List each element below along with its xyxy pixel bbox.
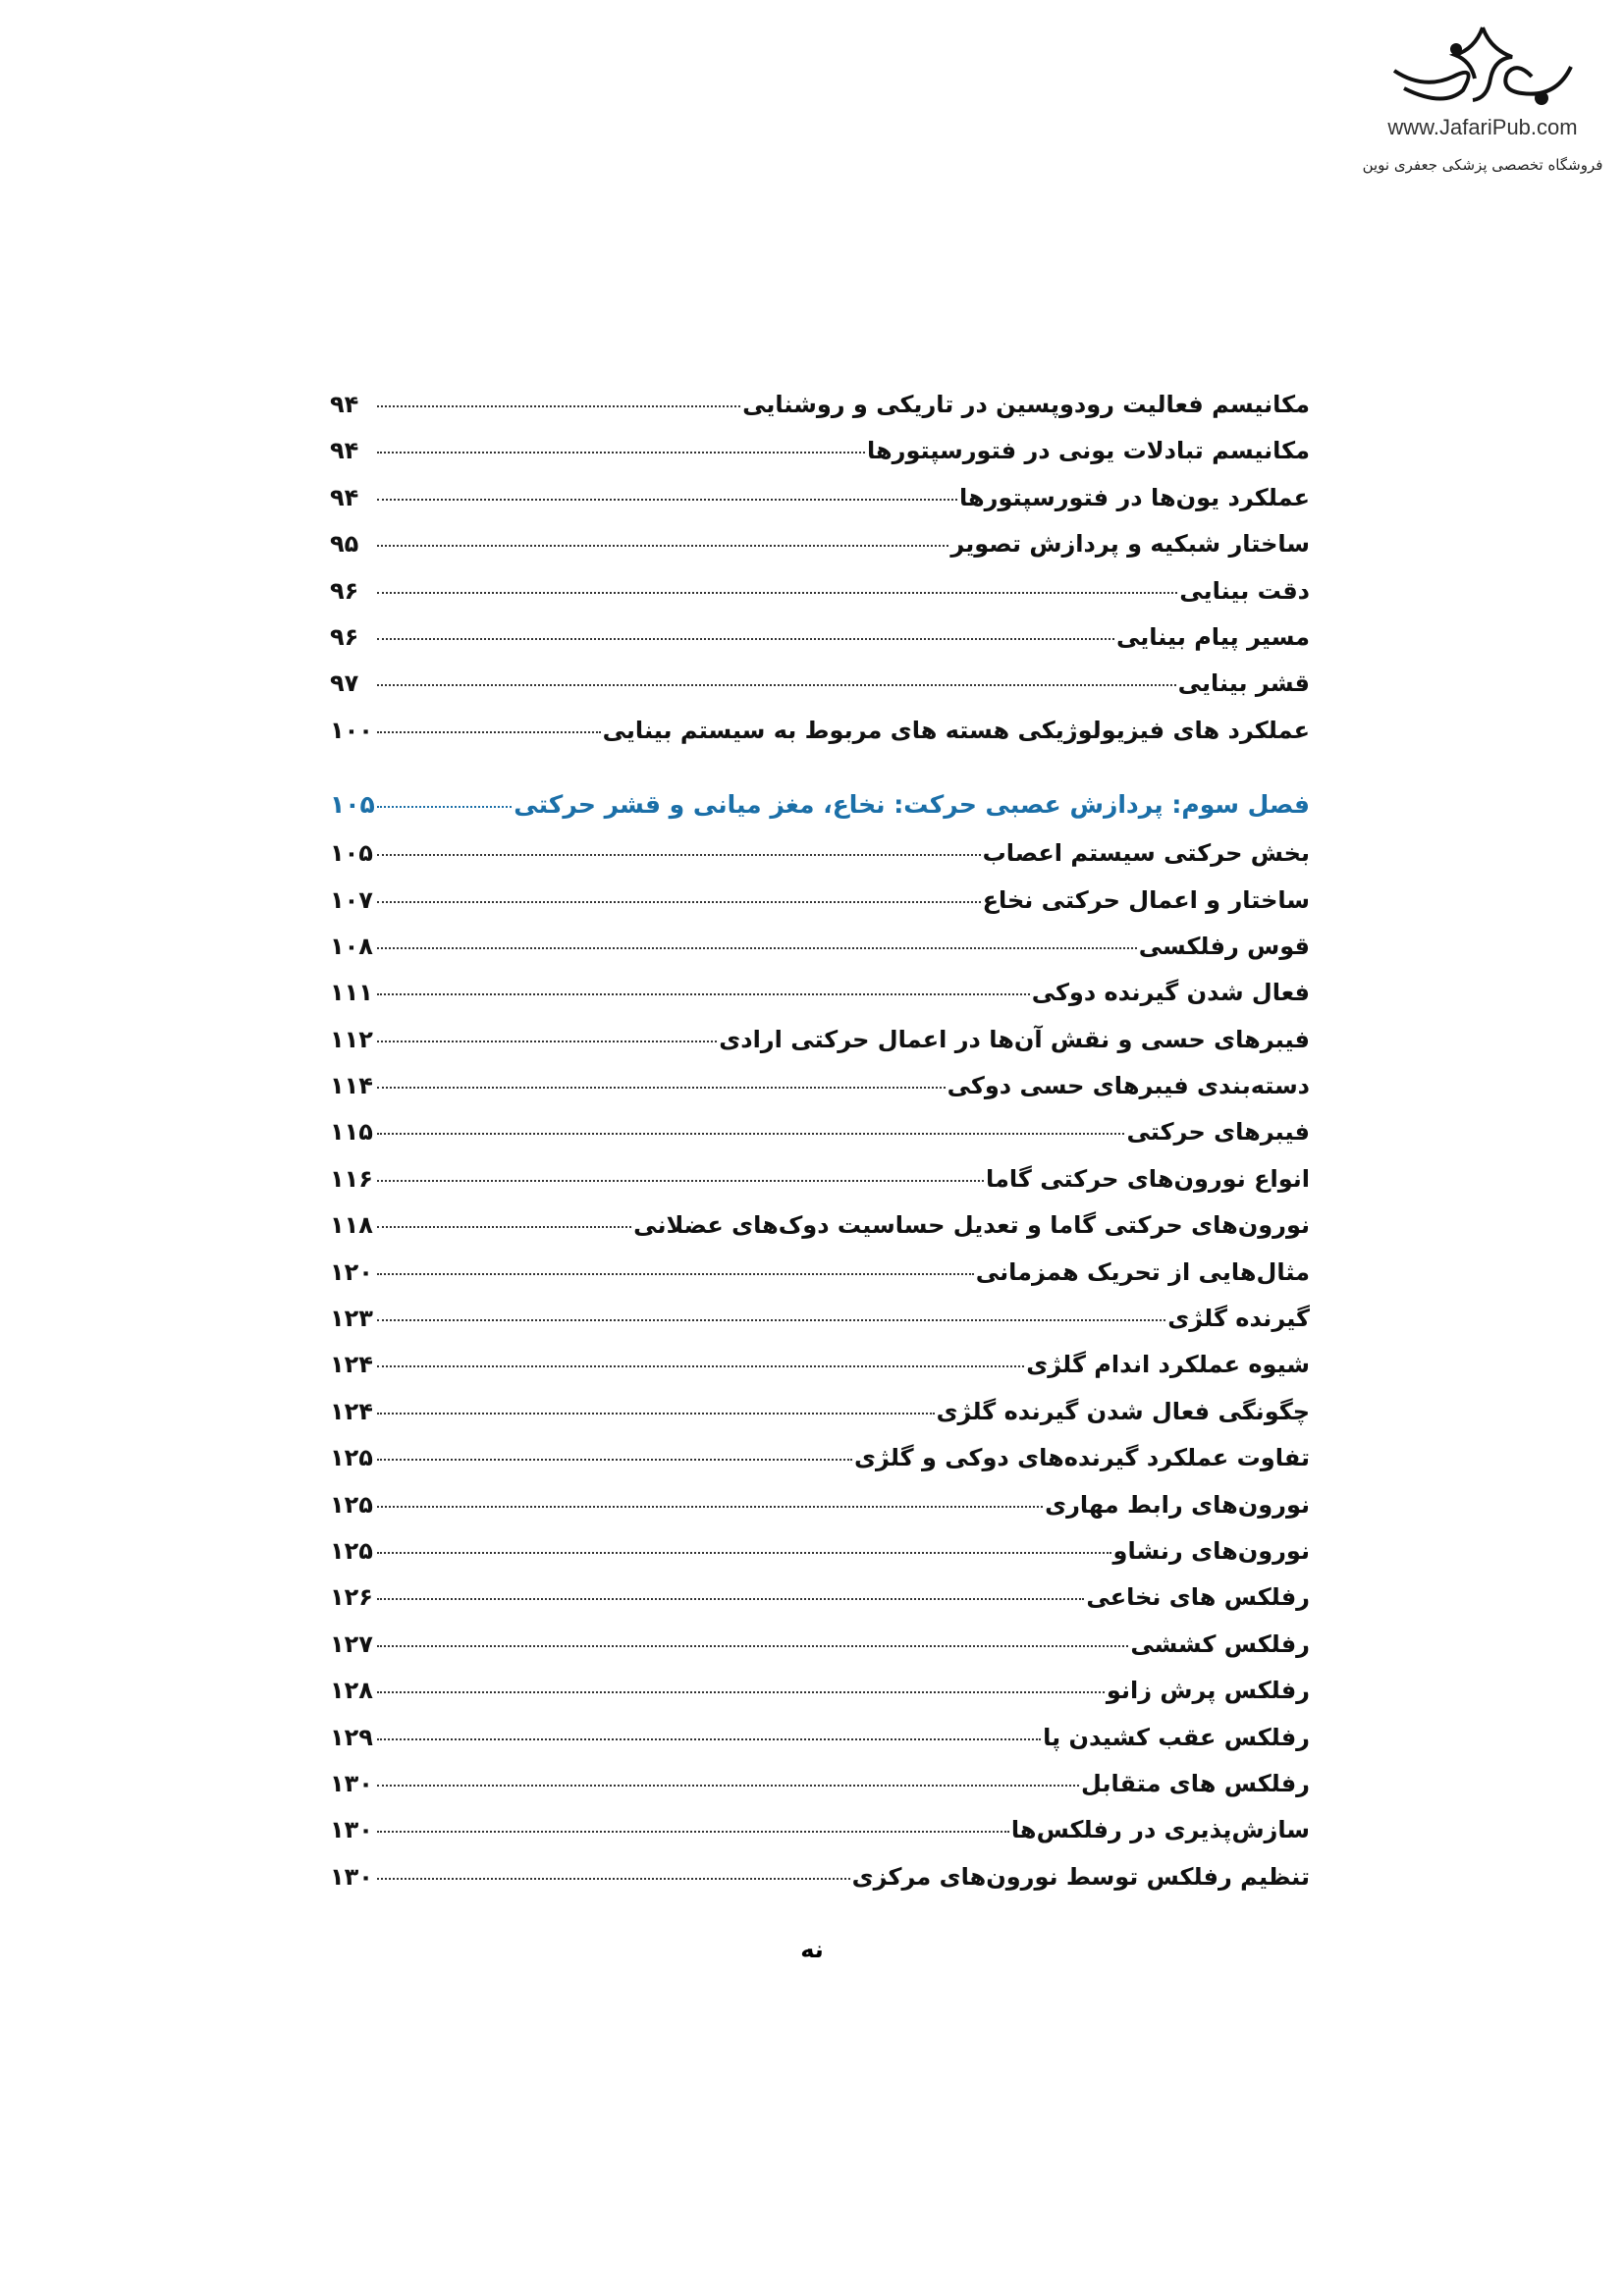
toc-entry-page: ۹۶	[330, 622, 359, 651]
toc-entry[interactable]	[330, 1398, 1310, 1444]
toc-entry[interactable]	[330, 717, 1310, 763]
toc-entry-title: فیبرهای حسی و نقش آن‌ها در اعمال حرکتی ارادی	[719, 1025, 1310, 1053]
dot-leader	[377, 1691, 1105, 1693]
dot-leader	[377, 1180, 984, 1182]
dot-leader	[377, 405, 740, 407]
dot-leader	[377, 1645, 1128, 1647]
toc-entry-page: ۱۰۵	[330, 839, 373, 868]
dot-leader	[377, 1506, 1043, 1508]
dot-leader	[377, 1319, 1165, 1321]
dot-leader	[377, 499, 957, 501]
toc-entry-title: مکانیسم تبادلات یونی در فتورسپتورها	[867, 437, 1310, 465]
dot-leader	[377, 1041, 717, 1042]
toc-entry-page: ۱۲۸	[330, 1677, 373, 1705]
dot-leader	[377, 592, 1177, 594]
page-number: نه	[800, 1936, 824, 1963]
toc-entry-title: دسته‌بندی فیبرهای حسی دوکی	[947, 1072, 1310, 1100]
toc-entry-page: ۹۴	[330, 483, 359, 511]
toc-entry[interactable]	[330, 669, 1310, 716]
toc-entry[interactable]	[330, 933, 1310, 979]
dot-leader	[377, 1087, 946, 1089]
toc-entry-page: ۱۲۰	[330, 1257, 373, 1286]
toc-entry-title: رفلکس های متقابل	[1081, 1769, 1310, 1797]
toc-entry-page: ۱۰۵	[330, 790, 375, 820]
dot-leader	[377, 1738, 1041, 1740]
toc-entry-page: ۱۱۶	[330, 1164, 373, 1193]
toc-entry[interactable]	[330, 1305, 1310, 1351]
toc-entry-page: ۹۶	[330, 576, 359, 605]
toc-entry-title: رفلکس پرش زانو	[1106, 1677, 1310, 1705]
dot-leader	[377, 638, 1114, 640]
dot-leader	[377, 1878, 850, 1880]
toc-entry-title: ساختار شبکیه و پردازش تصویر	[950, 530, 1310, 559]
toc-entry-page: ۹۴	[330, 391, 359, 418]
toc-entry-page: ۱۰۰	[330, 716, 373, 744]
table-of-contents	[330, 391, 1310, 1909]
toc-entry-page: ۱۲۵	[330, 1536, 373, 1565]
toc-entry[interactable]	[330, 530, 1310, 576]
toc-entry-title: مثال‌هایی از تحریک همزمانی	[975, 1257, 1310, 1286]
dot-leader	[377, 1413, 935, 1415]
toc-entry-title: دقت بینایی	[1179, 576, 1310, 605]
toc-entry[interactable]	[330, 1724, 1310, 1770]
toc-entry-title: بخش حرکتی سیستم اعصاب	[982, 839, 1310, 868]
toc-entry[interactable]	[330, 1351, 1310, 1397]
toc-entry-title: عملکرد های فیزیولوژیکی هسته های مربوط به سیستم بینایی	[602, 716, 1310, 744]
logo-emblem-icon	[1384, 20, 1581, 113]
toc-entry[interactable]	[330, 1165, 1310, 1211]
toc-entry[interactable]	[330, 1258, 1310, 1305]
toc-entry-title: تنظیم رفلکس توسط نورون‌های مرکزی	[851, 1862, 1310, 1891]
toc-entry-page: ۱۲۵	[330, 1490, 373, 1519]
toc-entry-page: ۱۳۰	[330, 1862, 373, 1891]
toc-entry-page: ۱۱۵	[330, 1118, 373, 1147]
dot-leader	[377, 1831, 1009, 1833]
toc-entry[interactable]	[330, 886, 1310, 933]
toc-entry-title: قشر بینایی	[1177, 669, 1310, 698]
logo-url: www.JafariPub.com	[1387, 115, 1578, 139]
toc-entry-page: ۱۱۱	[330, 979, 373, 1007]
toc-entry[interactable]	[330, 1118, 1310, 1164]
toc-entry-title: رفلکس عقب کشیدن پا	[1043, 1723, 1310, 1751]
toc-entry[interactable]	[330, 1677, 1310, 1723]
dot-leader	[377, 1459, 852, 1461]
dot-leader	[377, 1785, 1079, 1787]
toc-entry[interactable]	[330, 1863, 1310, 1909]
toc-entry-title: چگونگی فعال شدن گیرنده گلژی	[936, 1397, 1310, 1425]
toc-entry-page: ۱۲۶	[330, 1583, 373, 1612]
toc-entry-page: ۱۰۸	[330, 932, 373, 960]
toc-entry-page: ۹۵	[330, 530, 359, 559]
toc-entry-page: ۱۰۷	[330, 885, 373, 914]
dot-leader	[377, 1365, 1024, 1367]
dot-leader	[377, 1552, 1111, 1554]
toc-entry[interactable]	[330, 577, 1310, 623]
toc-entry[interactable]	[330, 1537, 1310, 1583]
toc-entry-title: گیرنده گلژی	[1167, 1305, 1310, 1333]
dot-leader	[377, 806, 512, 808]
toc-entry-page: ۹۴	[330, 437, 359, 465]
dot-leader	[377, 854, 981, 856]
toc-entry-page: ۱۲۴	[330, 1397, 373, 1425]
toc-entry[interactable]	[330, 979, 1310, 1025]
publisher-logo	[1355, 20, 1610, 174]
dot-leader	[377, 901, 981, 903]
dot-leader	[377, 1226, 631, 1228]
toc-entry-title: قوس رفلکسی	[1138, 932, 1310, 960]
toc-entry[interactable]	[330, 1444, 1310, 1490]
toc-entry[interactable]	[330, 1491, 1310, 1537]
dot-leader	[377, 731, 601, 733]
toc-entry-page: ۱۲۳	[330, 1305, 373, 1333]
toc-entry[interactable]	[330, 839, 1310, 885]
toc-entry-title: مکانیسم فعالیت رودوپسین در تاریکی و روشنایی	[742, 391, 1310, 418]
toc-entry[interactable]	[330, 1630, 1310, 1677]
toc-entry[interactable]	[330, 1026, 1310, 1072]
toc-entry-title: تفاوت عملکرد گیرنده‌های دوکی و گلژی	[853, 1444, 1310, 1472]
toc-entry-title: ساختار و اعمال حرکتی نخاع	[982, 885, 1310, 914]
toc-entry-page: ۱۲۹	[330, 1723, 373, 1751]
toc-entry-title: فعال شدن گیرنده دوکی	[1031, 979, 1310, 1007]
toc-entry-title: مسیر پیام بینایی	[1115, 622, 1310, 651]
dot-leader	[377, 947, 1137, 949]
toc-entry-page: ۱۳۰	[330, 1769, 373, 1797]
toc-entry[interactable]	[330, 391, 1310, 437]
toc-entry[interactable]	[330, 437, 1310, 483]
toc-entry-title: فیبرهای حرکتی	[1126, 1118, 1310, 1147]
toc-entry[interactable]	[330, 1583, 1310, 1629]
logo-subtitle: فروشگاه تخصصی پزشکی جعفری نوین	[1362, 156, 1603, 174]
toc-chapter-heading[interactable]	[330, 790, 1310, 839]
toc-entry-page: ۱۳۰	[330, 1816, 373, 1844]
toc-entry[interactable]	[330, 1211, 1310, 1257]
toc-entry-page: ۱۲۵	[330, 1444, 373, 1472]
toc-entry-title: نورون‌های رابط مهاری	[1045, 1490, 1310, 1519]
toc-entry[interactable]	[330, 1770, 1310, 1816]
toc-entry-title: رفلکس های نخاعی	[1086, 1583, 1310, 1612]
dot-leader	[377, 993, 1030, 995]
toc-entry-title: نورون‌های حرکتی گاما و تعدیل حساسیت دوک‌های عضلانی	[633, 1211, 1310, 1240]
dot-leader	[377, 684, 1176, 686]
toc-entry-title: عملکرد یون‌ها در فتورسپتورها	[959, 483, 1310, 511]
toc-entry[interactable]	[330, 484, 1310, 530]
toc-entry[interactable]	[330, 623, 1310, 669]
toc-entry-title: شیوه عملکرد اندام گلژی	[1026, 1351, 1310, 1379]
toc-entry-title: سازش‌پذیری در رفلکس‌ها	[1010, 1816, 1310, 1844]
toc-entry-page: ۱۱۴	[330, 1072, 373, 1100]
toc-entry-page: ۱۲۷	[330, 1629, 373, 1658]
dot-leader	[377, 1273, 974, 1275]
dot-leader	[377, 1133, 1124, 1135]
toc-entry-title: نورون‌های رنشاو	[1112, 1536, 1310, 1565]
toc-entry-title: فصل سوم: پردازش عصبی حرکت: نخاع، مغز میانی و قشر حرکتی	[514, 790, 1310, 820]
toc-entry-title: انواع نورون‌های حرکتی گاما	[986, 1164, 1310, 1193]
toc-entry[interactable]	[330, 1816, 1310, 1862]
toc-entry-title: رفلکس کششی	[1130, 1629, 1310, 1658]
dot-leader	[377, 452, 865, 454]
toc-entry[interactable]	[330, 1072, 1310, 1118]
toc-entry-page: ۱۱۸	[330, 1211, 373, 1240]
toc-entry-page: ۹۷	[330, 669, 359, 698]
toc-entry-page: ۱۲۴	[330, 1351, 373, 1379]
dot-leader	[377, 1598, 1084, 1600]
toc-entry-page: ۱۱۲	[330, 1025, 373, 1053]
dot-leader	[377, 545, 948, 547]
